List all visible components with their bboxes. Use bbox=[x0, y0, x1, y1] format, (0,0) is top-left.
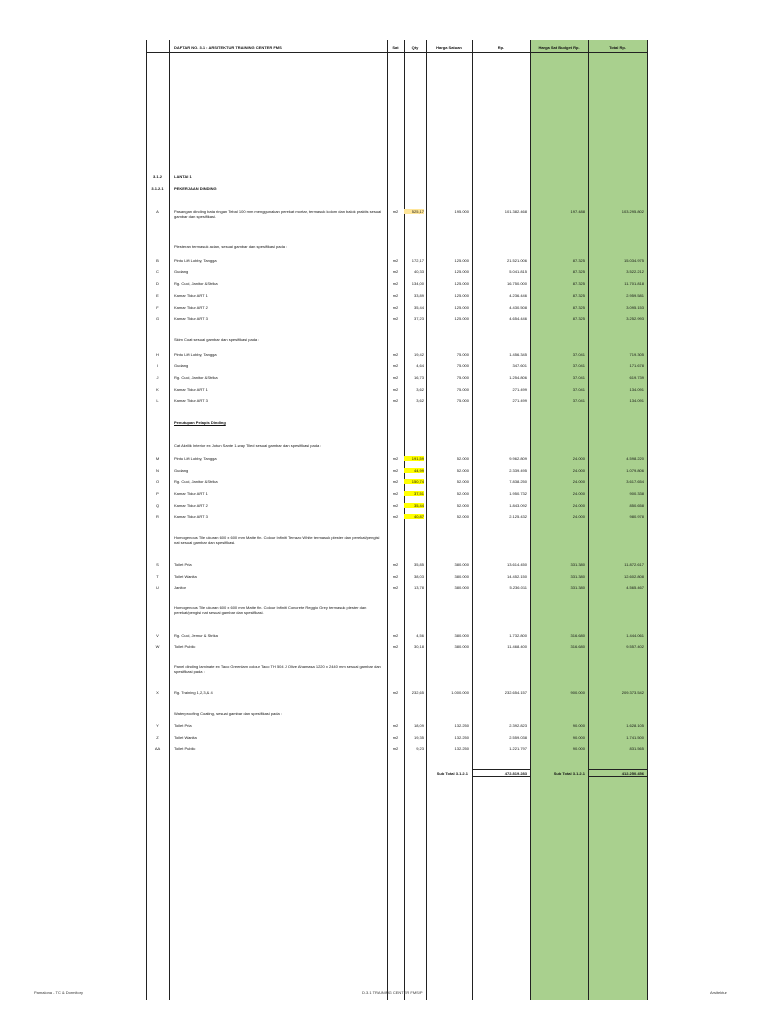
row-total: 12.602.808 bbox=[623, 574, 644, 579]
row-qty: 525,17 bbox=[404, 209, 424, 214]
row-unit-price: 75.000 bbox=[456, 363, 469, 368]
row-amount: 5.236.011 bbox=[509, 585, 527, 590]
row-unit: m2 bbox=[392, 735, 399, 740]
column-divider bbox=[472, 40, 473, 1000]
row-budget-price: 331.380 bbox=[570, 574, 585, 579]
row-amount: 7.838.250 bbox=[509, 479, 527, 484]
row-description: Toilet Pria bbox=[174, 723, 192, 728]
row-unit-price: 125.000 bbox=[454, 316, 469, 321]
row-qty: 44,99 bbox=[404, 468, 424, 473]
row-number: Y bbox=[156, 723, 159, 728]
row-total: 171.678 bbox=[629, 363, 644, 368]
row-total: 1.079.806 bbox=[626, 468, 644, 473]
row-amount: 1.732.800 bbox=[509, 633, 527, 638]
column-divider bbox=[146, 40, 147, 1000]
row-total: 134.091 bbox=[629, 398, 644, 403]
row-description: Gudang bbox=[174, 468, 189, 473]
sheet-title: DAFTAR NO. 3.1 : ARSITEKTUR TRAINING CENTER FMS bbox=[174, 45, 282, 50]
row-number: A bbox=[156, 209, 159, 214]
row-qty: 19,42 bbox=[413, 352, 424, 357]
row-budget-price: 24.000 bbox=[572, 456, 585, 461]
row-amount: 347.601 bbox=[512, 363, 527, 368]
row-total: 619.739 bbox=[629, 375, 644, 380]
column-divider bbox=[588, 40, 589, 1000]
footer-center: D.3.1 TRAINING CENTER FMS/P bbox=[362, 990, 423, 995]
row-number: K bbox=[156, 387, 159, 392]
row-unit: m2 bbox=[392, 690, 399, 695]
row-amount: 2.559.038 bbox=[509, 735, 527, 740]
row-qty: 37,23 bbox=[413, 316, 424, 321]
row-total: 831.565 bbox=[629, 746, 644, 751]
row-budget-price: 316.680 bbox=[570, 633, 585, 638]
row-amount: 4.236.446 bbox=[509, 293, 527, 298]
row-qty: 19,35 bbox=[413, 735, 424, 740]
row-total: 3.095.153 bbox=[626, 305, 644, 310]
row-unit-price: 75.000 bbox=[456, 352, 469, 357]
row-qty: 191,59 bbox=[404, 456, 424, 461]
row-number: Z bbox=[156, 735, 159, 740]
row-budget-price: 24.000 bbox=[572, 514, 585, 519]
subtotal-label: Sub Total 3.1.2.1 bbox=[553, 771, 585, 776]
row-budget-price: 87.325 bbox=[572, 316, 585, 321]
group-heading: Skim Coat sesuai gambar dan spesifikasi pada : bbox=[174, 337, 260, 342]
row-budget-price: 197.488 bbox=[570, 209, 585, 214]
row-number: N bbox=[156, 468, 159, 473]
row-total: 1.628.105 bbox=[626, 723, 644, 728]
row-qty: 13,78 bbox=[413, 585, 424, 590]
row-unit-price: 380.000 bbox=[454, 644, 469, 649]
subtotal-label: Sub Total 3.1.2.1 bbox=[436, 771, 468, 776]
row-number: I bbox=[156, 363, 159, 368]
row-qty: 9,23 bbox=[416, 746, 424, 751]
row-unit-price: 132.250 bbox=[454, 723, 469, 728]
row-qty: 35,85 bbox=[413, 562, 424, 567]
row-number: O bbox=[155, 479, 160, 484]
row-unit: m2 bbox=[392, 723, 399, 728]
subtotal-value: 472.819.283 bbox=[504, 771, 527, 776]
row-qty: 18,09 bbox=[413, 723, 424, 728]
row-description: Rg. Training 1,2,3,& 4 bbox=[174, 690, 213, 695]
column-divider bbox=[404, 40, 405, 1000]
row-budget-price: 37.041 bbox=[572, 398, 585, 403]
row-total: 11.872.617 bbox=[624, 562, 644, 567]
column-divider bbox=[169, 40, 170, 1000]
row-description: Kamar Tidur ART 3 bbox=[174, 316, 208, 321]
row-number: J bbox=[156, 375, 159, 380]
row-unit: m2 bbox=[392, 585, 399, 590]
row-qty: 38,03 bbox=[413, 574, 424, 579]
row-description: Gudang bbox=[174, 363, 189, 368]
row-qty: 172,17 bbox=[411, 258, 424, 263]
row-budget-price: 900.000 bbox=[570, 690, 585, 695]
row-unit-price: 52.000 bbox=[456, 491, 469, 496]
row-unit-price: 380.000 bbox=[454, 585, 469, 590]
row-number: M bbox=[155, 456, 160, 461]
row-qty: 150,74 bbox=[404, 479, 424, 484]
row-number: E bbox=[156, 293, 159, 298]
row-budget-price: 87.325 bbox=[572, 305, 585, 310]
subtotal-line bbox=[472, 776, 530, 777]
row-number: H bbox=[156, 352, 159, 357]
row-amount: 101.382.468 bbox=[504, 209, 527, 214]
group-heading: Homogenous Tile ukuran 600 x 600 mm Matte fin. Colour Infiniti Concrete Reggio Grey termasuk plester dan perekat/pengisi nat sesuai gambar dan spesifikasi. bbox=[174, 605, 367, 615]
row-description: Toilet Wanita bbox=[174, 735, 197, 740]
row-total: 2.959.581 bbox=[626, 293, 644, 298]
subsection-title: PEKERJAAN DINDING bbox=[174, 186, 217, 191]
row-budget-price: 87.325 bbox=[572, 281, 585, 286]
row-qty: 40,87 bbox=[404, 514, 424, 519]
row-description: Pasangan dinding bata ringan Tebal 100 mm menggunakan perekat mortar, termasuk kolom dan balok praktis sesuai gambar dan spesifikasi. bbox=[174, 209, 382, 219]
row-amount: 21.521.006 bbox=[506, 258, 527, 263]
row-description: Kamar Tidur ART 3 bbox=[174, 514, 208, 519]
row-total: 980.978 bbox=[629, 514, 644, 519]
row-description: Pintu Lift Lobby, Tangga bbox=[174, 352, 217, 357]
row-number: P bbox=[156, 491, 159, 496]
subtotal-line bbox=[588, 769, 647, 770]
row-unit: m2 bbox=[392, 209, 399, 214]
row-qty: 3,62 bbox=[416, 398, 424, 403]
row-number: L bbox=[156, 398, 159, 403]
row-unit: m2 bbox=[392, 269, 399, 274]
row-budget-price: 90.000 bbox=[572, 746, 585, 751]
row-unit: m2 bbox=[392, 562, 399, 567]
row-unit-price: 52.000 bbox=[456, 456, 469, 461]
group-heading: Cat Akrilik Interior ex Jotun Sante 1-way Tiled sesuai gambar dan spesifikasi pada : bbox=[174, 443, 322, 448]
row-budget-price: 316.680 bbox=[570, 644, 585, 649]
section-title: LANTAI 1 bbox=[174, 174, 192, 179]
row-qty: 134,00 bbox=[411, 281, 424, 286]
row-description: Kamar Tidur ART 1 bbox=[174, 491, 208, 496]
subtotal-line bbox=[472, 769, 530, 770]
row-total: 1.741.500 bbox=[626, 735, 644, 740]
row-budget-price: 24.000 bbox=[572, 491, 585, 496]
column-divider bbox=[530, 40, 531, 1000]
row-unit-price: 75.000 bbox=[456, 398, 469, 403]
row-description: Toilet Public bbox=[174, 746, 196, 751]
row-total: 3.522.212 bbox=[626, 269, 644, 274]
row-total: 103.295.802 bbox=[621, 209, 644, 214]
row-amount: 4.654.446 bbox=[509, 316, 527, 321]
row-unit-price: 125.000 bbox=[454, 281, 469, 286]
row-total: 3.617.654 bbox=[626, 479, 644, 484]
row-unit: m2 bbox=[392, 633, 399, 638]
row-amount: 2.392.823 bbox=[509, 723, 527, 728]
subsection-code: 3.1.2.1 bbox=[151, 186, 164, 191]
row-qty: 3,62 bbox=[416, 387, 424, 392]
row-total: 209.373.542 bbox=[621, 690, 644, 695]
row-budget-price: 87.325 bbox=[572, 269, 585, 274]
row-amount: 1.221.797 bbox=[509, 746, 527, 751]
row-amount: 271.499 bbox=[512, 398, 527, 403]
row-amount: 5.041.815 bbox=[509, 269, 527, 274]
row-qty: 35,44 bbox=[413, 305, 424, 310]
row-unit-price: 380.000 bbox=[454, 633, 469, 638]
row-total: 134.091 bbox=[629, 387, 644, 392]
row-description: Rg. Cuci, Janitor &Strika bbox=[174, 281, 218, 286]
row-unit-price: 75.000 bbox=[456, 375, 469, 380]
row-total: 15.034.975 bbox=[623, 258, 644, 263]
group-heading: Waterproofing Coating, sesuai gambar dan spesifikasi pada : bbox=[174, 711, 282, 716]
row-qty: 40,33 bbox=[413, 269, 424, 274]
row-description: Kamar Tidur ART 1 bbox=[174, 387, 208, 392]
row-description: Rg. Cuci, Jemur & Strika bbox=[174, 633, 218, 638]
row-amount: 1.843.092 bbox=[509, 503, 527, 508]
row-total: 850.658 bbox=[629, 503, 644, 508]
row-unit: m2 bbox=[392, 456, 399, 461]
header-qty: Qty bbox=[411, 45, 419, 50]
header-underline bbox=[146, 52, 647, 53]
row-total: 11.701.818 bbox=[624, 281, 644, 286]
row-unit-price: 125.000 bbox=[454, 269, 469, 274]
row-description: Pintu Lift Lobby, Tangga bbox=[174, 456, 217, 461]
row-unit: m2 bbox=[392, 387, 399, 392]
row-description: Kamar Tidur ART 2 bbox=[174, 305, 208, 310]
row-description: Pintu Lift Lobby, Tangga bbox=[174, 258, 217, 263]
row-unit-price: 75.000 bbox=[456, 387, 469, 392]
group-heading: Penutupan Pelapis Dinding bbox=[174, 420, 226, 425]
row-unit: m2 bbox=[392, 491, 399, 496]
row-unit-price: 380.000 bbox=[454, 574, 469, 579]
row-total: 719.305 bbox=[629, 352, 644, 357]
row-description: Kamar Tidur ART 3 bbox=[174, 398, 208, 403]
row-number: R bbox=[156, 514, 159, 519]
row-unit-price: 52.000 bbox=[456, 514, 469, 519]
row-unit: m2 bbox=[392, 503, 399, 508]
row-total: 4.598.220 bbox=[626, 456, 644, 461]
group-heading: Homogenous Tile ukuran 600 x 600 mm Matte fin. Colour Infiniti Terrazo White termasuk plester dan perekat/pengisi nat sesuai gambar dan spesifikasi. bbox=[174, 535, 380, 545]
header-harga-satuan: Harga Satuan bbox=[436, 45, 462, 50]
column-divider bbox=[426, 40, 427, 1000]
header-rp: Rp. bbox=[497, 45, 505, 50]
row-qty: 232,65 bbox=[411, 690, 424, 695]
row-unit-price: 195.000 bbox=[454, 209, 469, 214]
row-description: Gudang bbox=[174, 269, 189, 274]
row-budget-price: 24.000 bbox=[572, 503, 585, 508]
header-sat: Sat bbox=[392, 45, 399, 50]
row-total: 1.444.061 bbox=[626, 633, 644, 638]
row-amount: 1.950.732 bbox=[509, 491, 527, 496]
row-number: F bbox=[156, 305, 159, 310]
row-description: Rg. Cuci, Janitor &Strika bbox=[174, 479, 218, 484]
row-number: W bbox=[155, 644, 160, 649]
row-budget-price: 90.000 bbox=[572, 723, 585, 728]
row-budget-price: 331.380 bbox=[570, 585, 585, 590]
row-description: Kamar Tidur ART 1 bbox=[174, 293, 208, 298]
row-amount: 11.468.400 bbox=[507, 644, 527, 649]
row-unit: m2 bbox=[392, 644, 399, 649]
row-unit: m2 bbox=[392, 305, 399, 310]
row-number: T bbox=[156, 574, 159, 579]
row-budget-price: 90.000 bbox=[572, 735, 585, 740]
row-unit-price: 380.000 bbox=[454, 562, 469, 567]
header-total: Total Rp. bbox=[609, 45, 626, 50]
row-amount: 2.339.495 bbox=[509, 468, 527, 473]
row-amount: 4.430.508 bbox=[509, 305, 527, 310]
row-unit: m2 bbox=[392, 746, 399, 751]
group-heading: Plesteran termasuk acian, sesuai gambar dan spesifikasi pada : bbox=[174, 244, 288, 249]
row-number: G bbox=[155, 316, 160, 321]
row-unit-price: 125.000 bbox=[454, 293, 469, 298]
row-amount: 9.962.809 bbox=[509, 456, 527, 461]
row-total: 9.557.402 bbox=[626, 644, 644, 649]
row-unit: m2 bbox=[392, 398, 399, 403]
row-amount: 13.614.450 bbox=[506, 562, 527, 567]
row-unit-price: 52.000 bbox=[456, 503, 469, 508]
header-harga-budget: Harga Sat Budget Rp. bbox=[538, 45, 580, 50]
row-unit: m2 bbox=[392, 316, 399, 321]
row-description: Rg. Cuci, Janitor &Strika bbox=[174, 375, 218, 380]
row-description: Kamar Tidur ART 2 bbox=[174, 503, 208, 508]
section-code: 3.1.2 bbox=[153, 174, 162, 179]
row-total: 4.565.467 bbox=[626, 585, 644, 590]
row-budget-price: 87.325 bbox=[572, 293, 585, 298]
row-unit: m2 bbox=[392, 363, 399, 368]
footer-left: Pamalona - TC & Dormitory bbox=[34, 990, 84, 995]
row-number: Q bbox=[155, 503, 160, 508]
row-unit: m2 bbox=[392, 293, 399, 298]
row-unit: m2 bbox=[392, 574, 399, 579]
footer-right: Arsitektur bbox=[710, 990, 727, 995]
row-description: Janitor bbox=[174, 585, 187, 590]
row-amount: 1.254.806 bbox=[509, 375, 527, 380]
subtotal-value: 412.250.456 bbox=[621, 771, 644, 776]
row-qty: 37,51 bbox=[404, 491, 424, 496]
row-unit-price: 1.000.000 bbox=[451, 690, 469, 695]
row-qty: 33,89 bbox=[413, 293, 424, 298]
row-qty: 4,56 bbox=[416, 633, 424, 638]
row-unit: m2 bbox=[392, 375, 399, 380]
row-unit: m2 bbox=[392, 281, 399, 286]
row-amount: 2.125.432 bbox=[509, 514, 527, 519]
row-budget-price: 87.325 bbox=[572, 258, 585, 263]
row-number: C bbox=[156, 269, 159, 274]
row-amount: 232.654.157 bbox=[504, 690, 527, 695]
row-qty: 35,44 bbox=[404, 503, 424, 508]
row-budget-price: 24.000 bbox=[572, 468, 585, 473]
subtotal-line bbox=[588, 776, 647, 777]
row-total: 900.338 bbox=[629, 491, 644, 496]
row-number: D bbox=[156, 281, 159, 286]
row-budget-price: 37.041 bbox=[572, 375, 585, 380]
column-divider bbox=[647, 40, 648, 1000]
row-unit-price: 125.000 bbox=[454, 258, 469, 263]
row-qty: 4,64 bbox=[416, 363, 424, 368]
row-unit-price: 52.000 bbox=[456, 479, 469, 484]
row-unit-price: 125.000 bbox=[454, 305, 469, 310]
column-divider bbox=[387, 40, 388, 1000]
row-unit-price: 132.250 bbox=[454, 735, 469, 740]
row-number: AA bbox=[154, 746, 161, 751]
row-budget-price: 24.000 bbox=[572, 479, 585, 484]
row-budget-price: 37.041 bbox=[572, 387, 585, 392]
row-number: U bbox=[156, 585, 159, 590]
row-number: X bbox=[156, 690, 159, 695]
row-number: V bbox=[156, 633, 159, 638]
row-budget-price: 37.041 bbox=[572, 352, 585, 357]
row-amount: 271.499 bbox=[512, 387, 527, 392]
row-unit: m2 bbox=[392, 352, 399, 357]
row-budget-price: 37.041 bbox=[572, 363, 585, 368]
row-unit: m2 bbox=[392, 468, 399, 473]
row-amount: 14.452.150 bbox=[506, 574, 527, 579]
row-amount: 16.750.000 bbox=[506, 281, 527, 286]
row-description: Toilet Public bbox=[174, 644, 196, 649]
row-unit: m2 bbox=[392, 258, 399, 263]
row-qty: 16,73 bbox=[413, 375, 424, 380]
row-budget-price: 331.380 bbox=[570, 562, 585, 567]
row-unit-price: 52.000 bbox=[456, 468, 469, 473]
row-number: S bbox=[156, 562, 159, 567]
group-heading: Panel dinding laminate ex Taco Greenlam colour Taco TH 504 J Olive Ahamasa 1220 x 2440 mm sesuai gambar dan spesifikasi pada : bbox=[174, 664, 381, 674]
row-total: 3.252.993 bbox=[626, 316, 644, 321]
row-unit: m2 bbox=[392, 514, 399, 519]
row-qty: 30,18 bbox=[413, 644, 424, 649]
row-number: B bbox=[156, 258, 159, 263]
row-amount: 1.456.345 bbox=[509, 352, 527, 357]
row-unit-price: 132.250 bbox=[454, 746, 469, 751]
row-description: Toilet Pria bbox=[174, 562, 192, 567]
row-unit: m2 bbox=[392, 479, 399, 484]
row-description: Toilet Wanita bbox=[174, 574, 197, 579]
